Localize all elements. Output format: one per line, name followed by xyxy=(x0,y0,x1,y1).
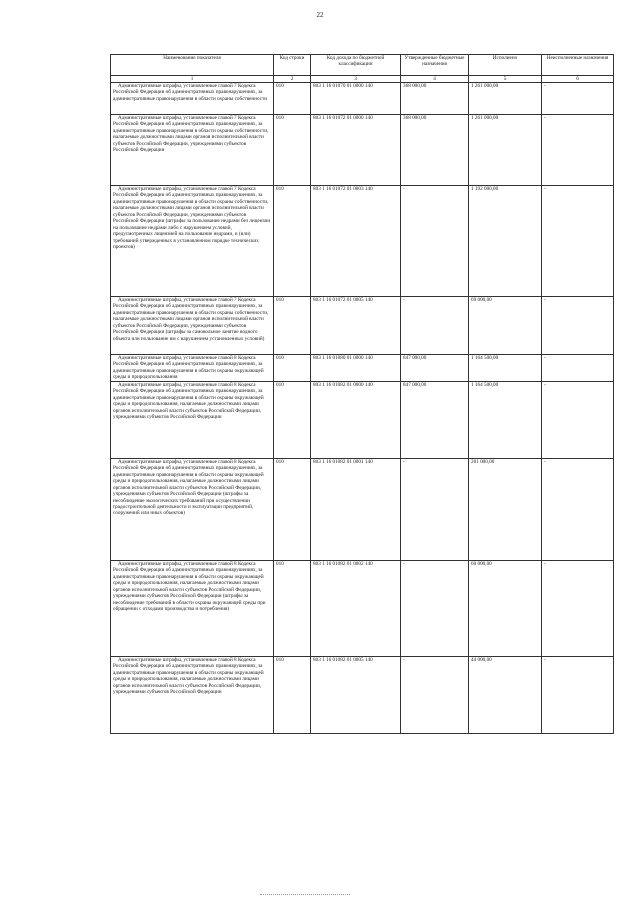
table-row xyxy=(111,381,614,458)
indicator-name: Административные штрафы, установленные главой 7 Кодекса Российской Федерации об административных правонарушениях, за административные правонарушения в области охраны собственности, налагаемые должностными лицами органов исполнительной власти субъектов Российской Федерации, учреждениями субъектов Российской Федерации (штрафы за пользование недрами без лицензии на пользование недрами либо с нарушением условий, предусмотренных лицензией на пользование недрами, и (или) требований утвержденных в установленном порядке технических проектов) xyxy=(111,186,274,297)
unexecuted-amount: - xyxy=(542,297,614,355)
approved-amount: - xyxy=(401,560,469,656)
indicator-name: Административные штрафы, установленные главой 7 Кодекса Российской Федерации об административных правонарушениях, за административные правонарушения в области охраны собственности, налагаемые должностными лицами органов исполнительной власти субъектов Российской Федерации, учреждениями субъектов Российской Федерации (штрафы за самовольное занятие водного объекта или пользование им с нарушением установленных условий) xyxy=(111,297,274,355)
unexecuted-amount: - xyxy=(542,115,614,186)
indicator-name: Административные штрафы, установленные главой 7 Кодекса Российской Федерации об административных правонарушениях, за административные правонарушения в области охраны собственности xyxy=(111,83,274,115)
executed-amount: 44 000,00 xyxy=(469,656,542,733)
table-row xyxy=(111,656,614,733)
column-number: 5 xyxy=(469,76,542,83)
approved-amount: - xyxy=(401,186,469,297)
indicator-name: Административные штрафы, установленные главой 8 Кодекса Российской Федерации об административных правонарушениях, за административные правонарушения в области охраны окружающей среды и природопользования, налагаемые должностными лицами органов исполнительной власти субъектов Российской Федерации, учреждениями субъектов Российской Федерации (штрафы за несоблюдение экологических требований при осуществлении градостроительной деятельности и эксплуатации предприятий, сооружений или иных объектов) xyxy=(111,458,274,560)
approved-amount: 368 000,00 xyxy=(401,115,469,186)
approved-amount: 847 000,00 xyxy=(401,355,469,382)
header-line-code: Код строки xyxy=(274,55,311,76)
line-code: 010 xyxy=(274,656,311,733)
income-code: 803 1 16 01080 01 0000 140 xyxy=(311,355,401,382)
line-code: 010 xyxy=(274,458,311,560)
unexecuted-amount: - xyxy=(542,83,614,115)
executed-amount: 1 164 500,00 xyxy=(469,381,542,458)
header-name: Наименование показателя xyxy=(111,55,274,76)
unexecuted-amount: - xyxy=(542,186,614,297)
unexecuted-amount: - xyxy=(542,656,614,733)
executed-amount: 1 261 000,00 xyxy=(469,83,542,115)
indicator-name: Административные штрафы, установленные главой 8 Кодекса Российской Федерации об административных правонарушениях, за административные правонарушения в области охраны окружающей среды и природопользования, налагаемые должностными лицами органов исполнительной власти субъектов Российской Федерации, учреждениями субъектов Российской Федерации (штрафы за несоблюдение требований в области охраны окружающей среды при обращении с отходами производства и потребления) xyxy=(111,560,274,656)
line-code: 010 xyxy=(274,355,311,382)
approved-amount: - xyxy=(401,656,469,733)
indicator-name: Административные штрафы, установленные главой 8 Кодекса Российской Федерации об административных правонарушениях, за административные правонарушения в области охраны окружающей среды и природопользования, налагаемые должностными лицами органов исполнительной власти субъектов Российской Федерации, учреждениями субъектов Российской Федерации xyxy=(111,656,274,733)
approved-amount: 368 000,00 xyxy=(401,83,469,115)
table-row xyxy=(111,355,614,382)
approved-amount: - xyxy=(401,458,469,560)
approved-amount: 847 000,00 xyxy=(401,381,469,458)
table-row xyxy=(111,115,614,186)
income-code: 803 1 16 01082 01 0000 140 xyxy=(311,381,401,458)
income-code: 803 1 16 01072 01 0005 140 xyxy=(311,297,401,355)
unexecuted-amount: - xyxy=(542,458,614,560)
scan-artifact-line xyxy=(260,894,350,896)
line-code: 010 xyxy=(274,297,311,355)
income-code: 803 1 16 01082 01 0001 140 xyxy=(311,458,401,560)
column-number-row xyxy=(111,76,614,83)
column-number: 6 xyxy=(542,76,614,83)
executed-amount: 1 192 000,00 xyxy=(469,186,542,297)
income-code: 803 1 16 01082 01 0002 140 xyxy=(311,560,401,656)
budget-execution-table xyxy=(110,54,614,734)
indicator-name: Административные штрафы, установленные главой 8 Кодекса Российской Федерации об административных правонарушениях, за административные правонарушения в области охраны окружающей среды и природопользования, налагаемые должностными лицами органов исполнительной власти субъектов Российской Федерации, учреждениями субъектов Российской Федерации xyxy=(111,381,274,458)
line-code: 010 xyxy=(274,560,311,656)
income-code: 803 1 16 01082 01 0005 140 xyxy=(311,656,401,733)
indicator-name: Административные штрафы, установленные главой 8 Кодекса Российской Федерации об административных правонарушениях, за административные правонарушения в области охраны окружающей среды и природопользования xyxy=(111,355,274,382)
executed-amount: 1 261 000,00 xyxy=(469,115,542,186)
column-number: 2 xyxy=(274,76,311,83)
line-code: 010 xyxy=(274,381,311,458)
table-row xyxy=(111,458,614,560)
line-code: 010 xyxy=(274,83,311,115)
table-row xyxy=(111,83,614,115)
executed-amount: 1 164 500,00 xyxy=(469,355,542,382)
column-number: 3 xyxy=(311,76,401,83)
income-code: 803 1 16 01072 01 0000 140 xyxy=(311,115,401,186)
header-unexecuted: Неисполненные назначения xyxy=(542,55,614,76)
table-row xyxy=(111,560,614,656)
header-income-code: Код дохода по бюджетной классификации xyxy=(311,55,401,76)
column-number: 4 xyxy=(401,76,469,83)
header-executed: Исполнено xyxy=(469,55,542,76)
income-code: 803 1 16 01072 01 0003 140 xyxy=(311,186,401,297)
column-number: 1 xyxy=(111,76,274,83)
page-number: 22 xyxy=(316,11,324,19)
unexecuted-amount: - xyxy=(542,560,614,656)
executed-amount: 60 000,00 xyxy=(469,560,542,656)
income-code: 803 1 16 01070 01 0000 140 xyxy=(311,83,401,115)
unexecuted-amount: - xyxy=(542,355,614,382)
header-row xyxy=(111,55,614,76)
indicator-name: Административные штрафы, установленные главой 7 Кодекса Российской Федерации об административных правонарушениях, за административные правонарушения в области охраны собственности, налагаемые должностными лицами органов исполнительной власти субъектов Российской Федерации, учреждениями субъектов Российской Федерации xyxy=(111,115,274,186)
line-code: 010 xyxy=(274,115,311,186)
table-row xyxy=(111,297,614,355)
unexecuted-amount: - xyxy=(542,381,614,458)
header-approved: Утвержденные бюджетные назначения xyxy=(401,55,469,76)
executed-amount: 69 000,00 xyxy=(469,297,542,355)
line-code: 010 xyxy=(274,186,311,297)
table-row xyxy=(111,186,614,297)
approved-amount: - xyxy=(401,297,469,355)
executed-amount: 201 000,00 xyxy=(469,458,542,560)
